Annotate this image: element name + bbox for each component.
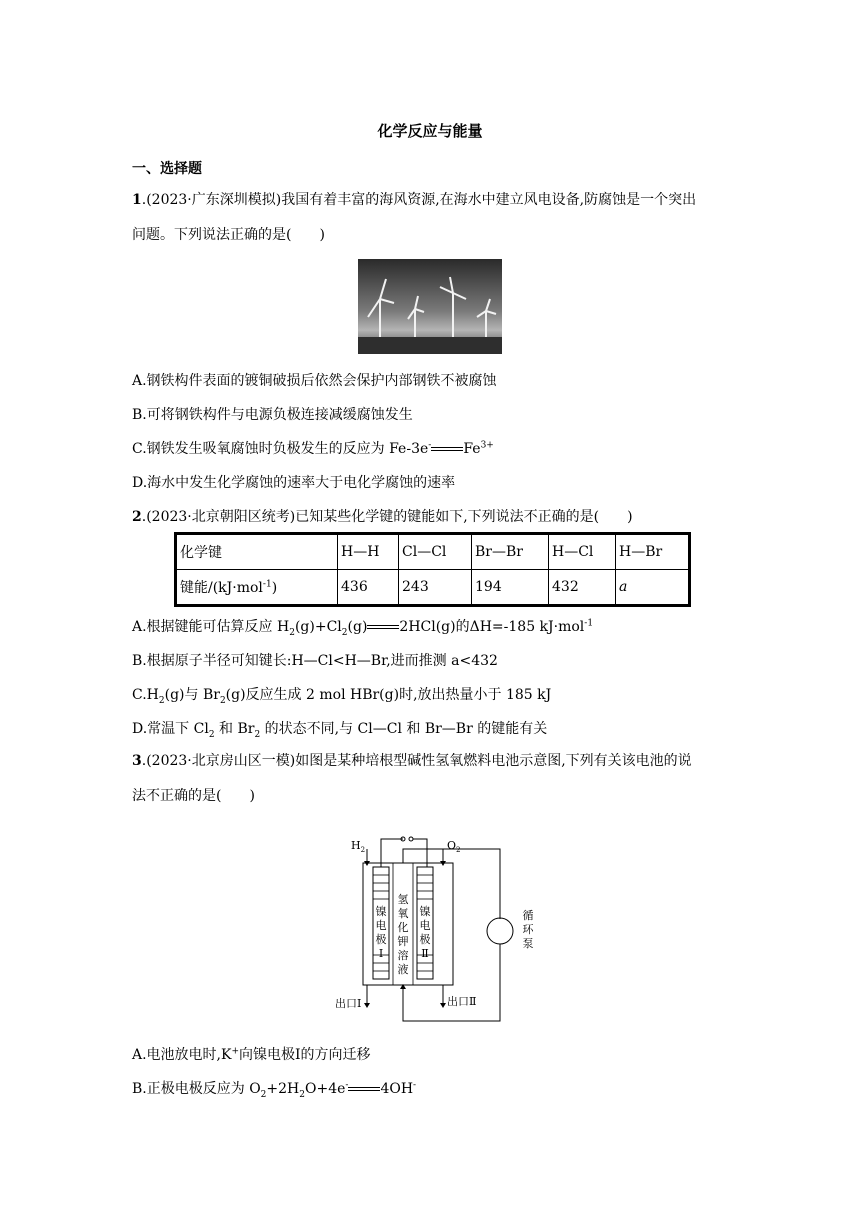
table-row [176,570,690,606]
diagram-char: 钾 [397,935,409,948]
table-row-label: 键能/(kJ·mol$^{-1}$) [176,570,338,606]
q3-stem-line1: 3.(2023·北京房山区一模)如图是某种培根型碱性氢氧燃料电池示意图,下列有关该电池的说 [132,753,692,769]
q1-option-c: C.钢铁发生吸氧腐蚀时负极发生的反应为 Fe-3e- $Fe^{3+}$ [132,440,494,457]
table-header-cell: H—Br [616,534,690,570]
diagram-char: 液 [397,963,409,976]
diagram-char: 化 [397,921,409,934]
q1-stem-line1: 1.(2023·广东深圳模拟)我国有着丰富的海风资源,在海水中建立风电设备,防腐蚀是一个突出 [132,192,697,208]
table-cell: 436 [338,570,399,606]
q2-stem: 2.(2023·北京朝阳区统考)已知某些化学键的键能如下,下列说法不正确的是( ) [132,509,633,525]
fuel-cell-diagram [335,835,545,1025]
q2-option-a: A.根据键能可估算反应 $H_2(g)+Cl_2(g)$ 2HCl(g)的ΔH=-185 kJ·mol$^{-1}$ [132,618,594,638]
diagram-char: 氧 [397,907,409,920]
q2-option-d: D.常温下 $Cl_2$ 和 $Br_2$ 的状态不同,与 Cl—Cl 和 Br—Br 的键能有关 [132,721,548,740]
diagram-char: 氢 [397,893,409,906]
table-cell: 432 [549,570,616,606]
diagram-char: 环 [522,923,534,936]
outlet-2-label: 出口Ⅱ [447,995,477,1008]
q3-option-a: A.电池放电时,K+向镍电极Ⅰ的方向迁移 [132,1046,371,1063]
equals-sign [431,444,463,454]
diagram-char: 镍 [419,905,431,918]
q3-stem-line2: 法不正确的是( ) [132,788,255,804]
q2-option-b: B.根据原子半径可知键长:H—Cl<H—Br,进而推测 a<432 [132,653,498,669]
left-electrode-label [376,904,387,960]
diagram-char: 电 [419,919,431,932]
q1-stem-line2: 问题。下列说法正确的是( ) [132,227,325,243]
table-header-cell: 化学键 [176,534,338,570]
table-header-cell: H—H [338,534,399,570]
diagram-char: 镍 [375,905,387,918]
table-cell: 194 [472,570,549,606]
electrolyte-label [398,892,409,976]
q3-option-b: B.正极电极反应为 $O_2+2H_2O+4e^-$ 4OH- [132,1080,417,1100]
o2-label: $O_2$ [447,839,461,854]
table-header-cell: Cl—Cl [399,534,472,570]
page-title: 化学反应与能量 [377,122,483,140]
table-row [176,534,690,570]
wind-turbine-photo [358,259,502,354]
right-electrode-label [420,904,431,960]
q1-option-a: A.钢铁构件表面的镀铜破损后依然会保护内部钢铁不被腐蚀 [132,373,497,389]
h2-label: $H_2$ [351,839,366,854]
outlet-1-label: 出口Ⅰ [335,997,362,1010]
diagram-char: 电 [375,919,387,932]
diagram-char: 循 [522,909,534,922]
table-header-cell: Br—Br [472,534,549,570]
circulation-pump-label [523,909,535,950]
equals-sign [367,622,399,632]
section-heading: 一、选择题 [132,161,202,177]
table-cell: a [616,570,690,606]
q2-option-c: $C.H_2(g)$与 $Br_2(g)$反应生成 2 mol HBr(g)时,放出热量小于 185 kJ [132,687,552,706]
q1-option-d: D.海水中发生化学腐蚀的速率大于电化学腐蚀的速率 [132,475,456,491]
q1-option-b: B.可将钢铁构件与电源负极连接减缓腐蚀发生 [132,407,413,423]
diagram-char: 极 [375,933,387,946]
bond-energy-table [174,532,691,607]
table-header-cell: H—Cl [549,534,616,570]
diagram-char: 极 [419,933,431,946]
diagram-char: Ⅱ [421,947,429,960]
equals-sign [348,1084,380,1094]
table-cell: 243 [399,570,472,606]
diagram-char: 溶 [397,949,409,962]
diagram-char: Ⅰ [378,947,384,960]
diagram-char: 泵 [522,937,534,950]
